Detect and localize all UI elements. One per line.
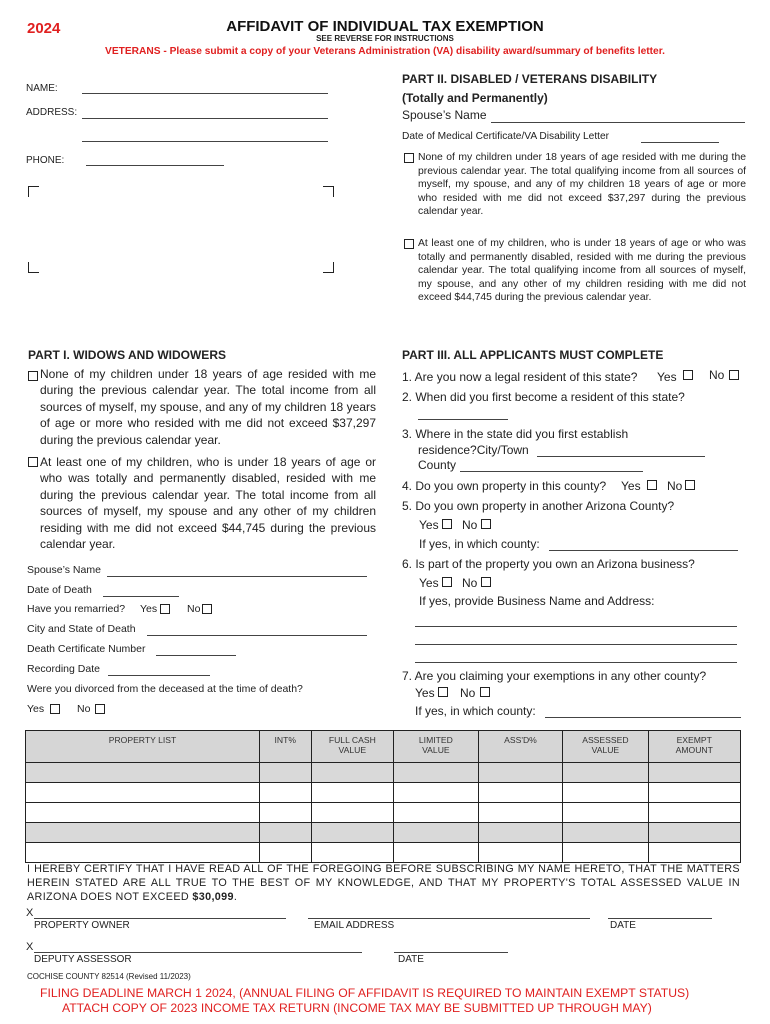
part2-subtitle: (Totally and Permanently) xyxy=(402,91,548,105)
owner-date-label: DATE xyxy=(610,920,636,931)
email-label: EMAIL ADDRESS xyxy=(314,920,395,931)
part2-spouse-field[interactable] xyxy=(491,121,745,123)
phone-label: PHONE: xyxy=(26,155,65,166)
deputy-date-label: DATE xyxy=(398,954,424,965)
form-subtitle: SEE REVERSE FOR INSTRUCTIONS xyxy=(316,34,454,43)
part2-spouse-label: Spouse’s Name xyxy=(402,108,487,122)
remarried-yes-label: Yes xyxy=(140,603,158,615)
q6-business-line3[interactable] xyxy=(415,661,737,663)
part1-one-text: At least one of my children, who is under 18 years of age or who was totally and permanently disabled, resided with me during the previous calendar year. The total income from all sources of myself, my spouse and any other of my children residing with me did not exceed $44,745 during the previous calendar year. xyxy=(40,455,376,552)
death-cert-label: Death Certificate Number xyxy=(27,643,146,655)
q2-text: 2. When did you first become a resident of this state? xyxy=(402,390,685,404)
city-state-field[interactable] xyxy=(147,634,367,636)
divorced-no-label: No xyxy=(77,703,91,715)
divorced-label: Were you divorced from the deceased at the time of death? xyxy=(27,683,303,695)
q5-county-field[interactable] xyxy=(549,549,738,551)
q4-no-checkbox[interactable] xyxy=(685,480,695,490)
q3-text-a: 3. Where in the state did you first establish xyxy=(402,427,629,441)
table-row[interactable] xyxy=(26,823,741,843)
city-state-label: City and State of Death xyxy=(27,623,136,635)
q4-yes-label: Yes xyxy=(621,479,641,493)
q2-field[interactable] xyxy=(418,418,508,420)
q3-text-b: residence?City/Town xyxy=(418,443,529,457)
q5-no-checkbox[interactable] xyxy=(481,519,491,529)
q1-no-checkbox[interactable] xyxy=(729,370,739,380)
name-field[interactable] xyxy=(82,92,328,94)
q7-yes-label: Yes xyxy=(415,686,435,700)
part2-one-checkbox[interactable] xyxy=(404,239,414,249)
property-table xyxy=(25,730,741,863)
address-field-line2[interactable] xyxy=(82,140,328,142)
col-full-cash-value: FULL CASH VALUE xyxy=(311,731,393,763)
table-row[interactable] xyxy=(26,783,741,803)
part3-title: PART III. ALL APPLICANTS MUST COMPLETE xyxy=(402,348,664,362)
col-int-pct: INT% xyxy=(259,731,311,763)
assessed-value-limit: $30,099 xyxy=(192,891,234,903)
label-area-corner-tl xyxy=(28,186,39,197)
divorced-no-checkbox[interactable] xyxy=(95,704,105,714)
deputy-assessor-label: DEPUTY ASSESSOR xyxy=(34,954,132,965)
q1-yes-label: Yes xyxy=(657,370,677,384)
q6-no-label: No xyxy=(462,576,478,590)
form-title: AFFIDAVIT OF INDIVIDUAL TAX EXEMPTION xyxy=(226,18,544,35)
q6-text: 6. Is part of the property you own an Arizona business? xyxy=(402,557,695,571)
part2-none-checkbox[interactable] xyxy=(404,153,414,163)
owner-date-line[interactable] xyxy=(608,917,712,919)
q6-business-line1[interactable] xyxy=(415,625,737,627)
col-assd-pct: ASS'D% xyxy=(478,731,563,763)
part2-title: PART II. DISABLED / VETERANS DISABILITY xyxy=(402,72,658,86)
remarried-label: Have you remarried? xyxy=(27,603,126,615)
q4-text: 4. Do you own property in this county? xyxy=(402,479,607,493)
q1-text: 1. Are you now a legal resident of this state? xyxy=(402,370,638,384)
phone-field[interactable] xyxy=(86,164,224,166)
q6-no-checkbox[interactable] xyxy=(481,577,491,587)
q6-yes-checkbox[interactable] xyxy=(442,577,452,587)
part1-none-checkbox[interactable] xyxy=(28,371,38,381)
deputy-signature-line[interactable] xyxy=(34,951,362,953)
part1-none-text: None of my children under 18 years of age resided with me during the previous calendar year. The total income from all sources of myself, my spouse, and any of my children 18 years of age or more who resided with me did not exceed $37,297 during the previous calendar year. xyxy=(40,367,376,447)
q1-no-label: No xyxy=(709,368,725,382)
table-row[interactable] xyxy=(26,843,741,863)
part1-spouse-field[interactable] xyxy=(107,575,367,577)
divorced-yes-label: Yes xyxy=(27,703,45,715)
form-id: COCHISE COUNTY 82514 (Revised 11/2023) xyxy=(27,972,191,981)
q5-text: 5. Do you own property in another Arizona County? xyxy=(402,499,675,513)
q7-no-checkbox[interactable] xyxy=(480,687,490,697)
q5-yes-label: Yes xyxy=(419,518,439,532)
q7-followup: If yes, in which county: xyxy=(415,704,536,718)
label-area-corner-bl xyxy=(28,262,39,273)
label-area-corner-tr xyxy=(323,186,334,197)
death-date-label: Date of Death xyxy=(27,584,92,596)
name-label: NAME: xyxy=(26,83,58,94)
part2-date-field[interactable] xyxy=(641,141,719,143)
q3-text-c: County xyxy=(418,458,457,472)
attach-return-notice: ATTACH COPY OF 2023 INCOME TAX RETURN (INCOME TAX MAY BE SUBMITTED UP THROUGH MAY) xyxy=(62,1001,652,1015)
table-row[interactable] xyxy=(26,763,741,783)
col-assessed-value: ASSESSED VALUE xyxy=(563,731,648,763)
col-exempt-amount: EXEMPT AMOUNT xyxy=(648,731,740,763)
part1-one-checkbox[interactable] xyxy=(28,457,38,467)
q4-no-label: No xyxy=(667,479,683,493)
q5-yes-checkbox[interactable] xyxy=(442,519,452,529)
part2-date-label: Date of Medical Certificate/VA Disability Letter xyxy=(402,131,610,142)
address-label: ADDRESS: xyxy=(26,107,78,118)
q5-no-label: No xyxy=(462,518,478,532)
veterans-notice: VETERANS - Please submit a copy of your Veterans Administration (VA) disability award/summary of benefits letter. xyxy=(105,46,665,57)
address-field-line1[interactable] xyxy=(82,117,328,119)
q7-text: 7. Are you claiming your exemptions in any other county? xyxy=(402,669,707,683)
part1-title: PART I. WIDOWS AND WIDOWERS xyxy=(28,348,226,362)
q4-yes-checkbox[interactable] xyxy=(647,480,657,490)
q3-city-field[interactable] xyxy=(537,455,705,457)
remarried-no-label: No xyxy=(187,603,201,615)
col-limited-value: LIMITED VALUE xyxy=(394,731,479,763)
form-year: 2024 xyxy=(27,20,61,37)
q7-no-label: No xyxy=(460,686,476,700)
recording-date-label: Recording Date xyxy=(27,663,100,675)
property-owner-label: PROPERTY OWNER xyxy=(34,920,130,931)
q6-yes-label: Yes xyxy=(419,576,439,590)
q7-yes-checkbox[interactable] xyxy=(438,687,448,697)
filing-deadline: FILING DEADLINE MARCH 1 2024, (ANNUAL FILING OF AFFIDAVIT IS REQUIRED TO MAINTAIN EXEMPT STATUS) xyxy=(40,986,690,1000)
owner-signature-line[interactable] xyxy=(34,917,286,919)
q5-followup: If yes, in which county: xyxy=(419,537,540,551)
q6-followup: If yes, provide Business Name and Address: xyxy=(419,594,655,608)
remarried-yes-checkbox[interactable] xyxy=(160,604,170,614)
q1-yes-checkbox[interactable] xyxy=(683,370,693,380)
part2-one-text: At least one of my children, who is under 18 years of age or who was totally and permanently disabled, resided with me during the previous calendar year. The total qualifying income from all sources of myself, my spouse, and any other of my children residing with me did not exceed $44,745 during the previous calendar year. xyxy=(418,238,746,303)
divorced-yes-checkbox[interactable] xyxy=(50,704,60,714)
remarried-no-checkbox[interactable] xyxy=(202,604,212,614)
q6-business-line2[interactable] xyxy=(415,643,737,645)
recording-date-field[interactable] xyxy=(108,674,210,676)
certification-text: I HEREBY CERTIFY THAT I HAVE READ ALL OF THE FOREGOING BEFORE SUBSCRIBING MY NAME HERETO, THAT THE MATTERS HEREIN STATED ARE ALL TRUE TO THE BEST OF MY KNOWLEDGE, AND THAT MY PROPERTY'S TOTAL ASSESSED VALUE IN ARIZONA DOES NOT EXCEED $30,099. xyxy=(27,863,740,903)
q3-county-field[interactable] xyxy=(460,470,643,472)
q7-county-field[interactable] xyxy=(545,716,741,718)
label-area-corner-br xyxy=(323,262,334,273)
col-property-list: PROPERTY LIST xyxy=(26,731,260,763)
table-row[interactable] xyxy=(26,803,741,823)
part1-spouse-label: Spouse’s Name xyxy=(27,564,101,576)
deputy-x-mark: X xyxy=(26,941,34,953)
death-cert-field[interactable] xyxy=(156,654,236,656)
part2-none-text: None of my children under 18 years of age resided with me during the previous calendar year. The total qualifying income from all sources of myself, my spouse, and any of my children 18 years of age or more who resided with me did not exceed $37,297 during the previous calendar year. xyxy=(418,152,746,217)
owner-x-mark: X xyxy=(26,907,34,919)
email-line[interactable] xyxy=(308,917,590,919)
deputy-date-line[interactable] xyxy=(394,951,508,953)
death-date-field[interactable] xyxy=(103,595,179,597)
